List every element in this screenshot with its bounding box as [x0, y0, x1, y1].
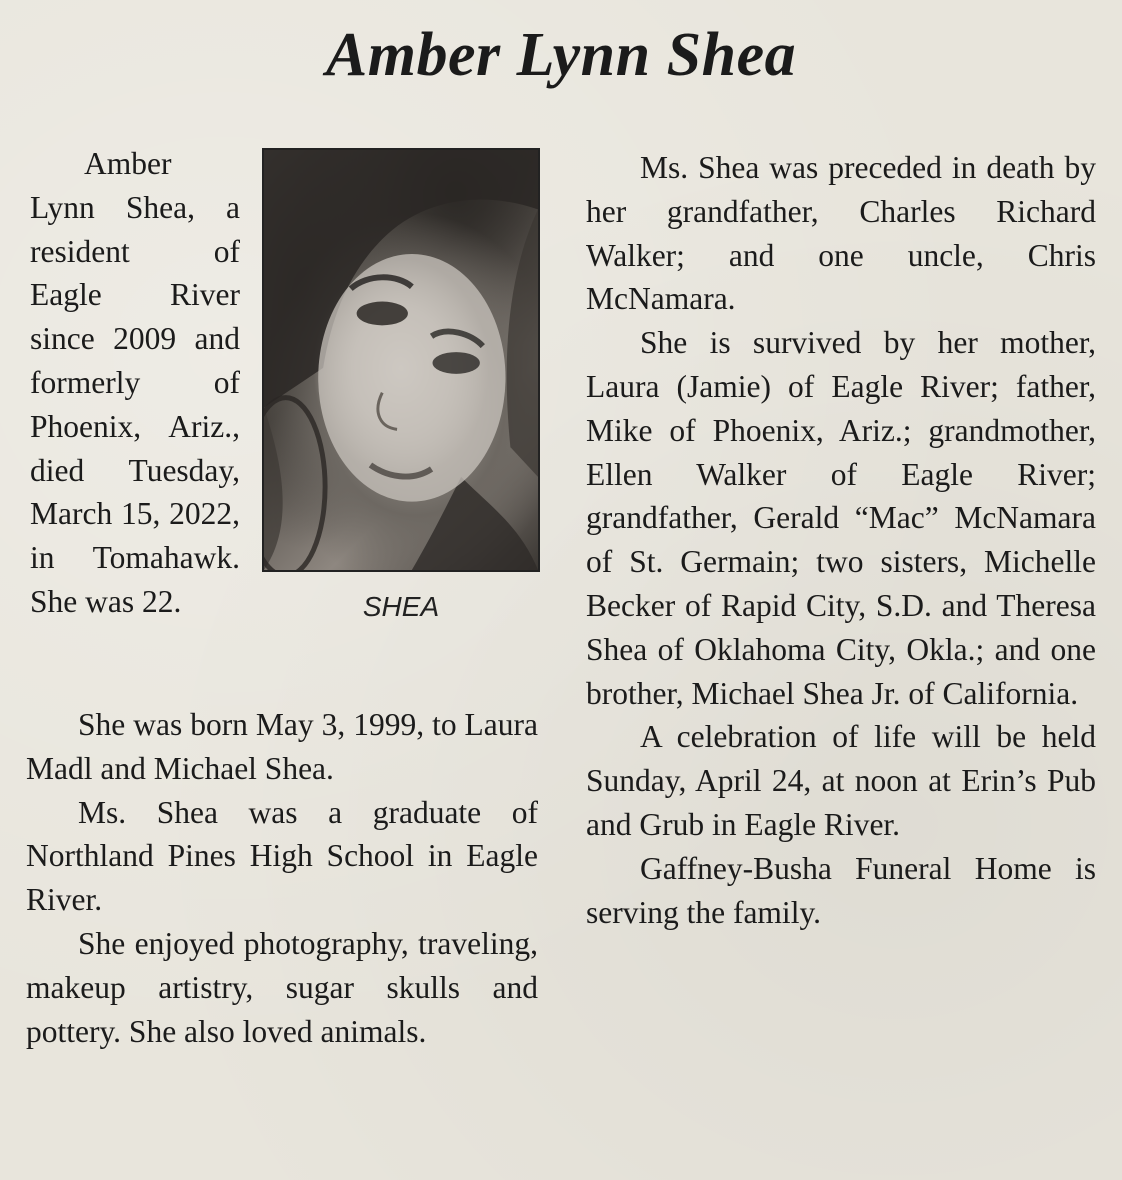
- portrait-photo: [262, 148, 540, 572]
- paragraph: She was born May 3, 1999, to Laura Madl and Michael Shea.: [26, 707, 538, 786]
- portrait-photo-shading: [264, 150, 538, 570]
- paragraph: Ms. Shea was a graduate of Northland Pines High School in Eagle River.: [26, 794, 538, 918]
- paragraph: Gaffney-Busha Funeral Home is serving the family.: [586, 850, 1096, 930]
- paragraph: A celebration of life will be held Sunday, April 24, at noon at Erin’s Pub and Grub in Eagle River.: [586, 719, 1096, 842]
- paragraph: She is survived by her mother, Laura (Jamie) of Eagle River; father, Mike of Phoenix, Ariz.; grandmother, Ellen Walker of Eagle River; grandfather, Gerald “Mac” McNamara of St. Germain; two sisters, Michelle Becker of Rapid City, S.D. and Theresa Shea of Oklahoma City, Okla.; and one brother, Michael Shea Jr. of California.: [586, 325, 1096, 711]
- paragraph: She enjoyed photography, traveling, makeup artistry, sugar skulls and pottery. She also loved animals.: [26, 925, 538, 1049]
- left-column-text: [26, 703, 538, 1053]
- obituary-title: Amber Lynn Shea: [325, 21, 797, 89]
- photo-caption: SHEA: [362, 591, 440, 622]
- intro-paragraph: Amber Lynn Shea, a resident of Eagle River since 2009 and formerly of Phoenix, Ariz., died Tuesday, March 15, 2022, in Tomahawk. She was 22.: [30, 146, 240, 619]
- intro-column: [30, 142, 240, 624]
- right-column-text: [586, 146, 1096, 934]
- paragraph: Ms. Shea was preceded in death by her grandfather, Charles Richard Walker; and one uncle, Chris McNamara.: [586, 150, 1096, 317]
